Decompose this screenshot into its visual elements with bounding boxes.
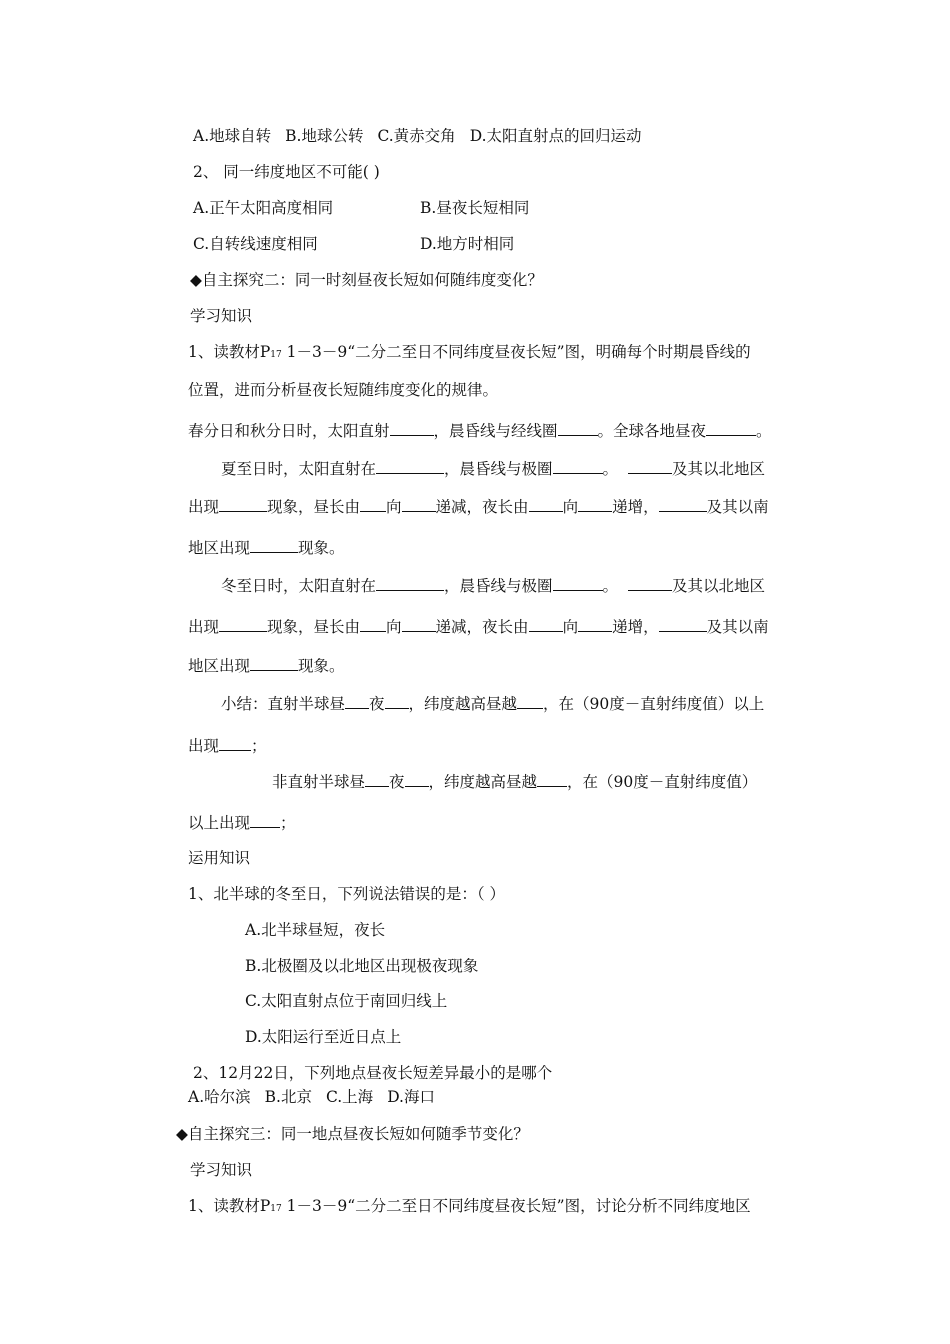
blank[interactable] bbox=[360, 616, 386, 632]
text: ，纬度越高昼越 bbox=[408, 695, 518, 713]
q1-option-c: C.黄赤交角 bbox=[377, 127, 456, 145]
text: 现象，昼长由 bbox=[267, 618, 361, 636]
blank[interactable] bbox=[517, 693, 543, 709]
text: 春分日和秋分日时，太阳直射 bbox=[188, 422, 390, 440]
blank[interactable] bbox=[628, 575, 672, 591]
q2-option-a: A.正午太阳高度相同 bbox=[193, 199, 334, 217]
text: ； bbox=[280, 814, 296, 832]
page-ref: 17 bbox=[270, 1204, 282, 1214]
text: 现象。 bbox=[298, 657, 345, 675]
summary-line3 bbox=[272, 771, 757, 792]
blank[interactable] bbox=[405, 771, 429, 787]
apply-q1-option-a: A.北半球昼短，夜长 bbox=[245, 921, 386, 939]
section2-read-line1 bbox=[188, 342, 751, 365]
text: 夜 bbox=[389, 773, 405, 791]
text: 。 bbox=[756, 422, 772, 440]
text: 递增， bbox=[612, 618, 659, 636]
text: 。 bbox=[602, 460, 619, 478]
q1-option-a: A.地球自转 bbox=[193, 127, 272, 145]
text: 向 bbox=[562, 498, 579, 516]
blank[interactable] bbox=[360, 496, 386, 512]
blank[interactable] bbox=[219, 496, 267, 512]
blank[interactable] bbox=[402, 496, 436, 512]
text: ，晨昏线与极圈 bbox=[444, 460, 553, 478]
q2-option-c: C.自转线速度相同 bbox=[193, 235, 318, 253]
text: 。全球各地昼夜 bbox=[597, 422, 707, 440]
blank[interactable] bbox=[578, 496, 612, 512]
read-prefix: 1、读教材P bbox=[188, 1197, 271, 1215]
text: 冬至日时，太阳直射在 bbox=[221, 577, 377, 595]
blank[interactable] bbox=[706, 420, 756, 436]
blank[interactable] bbox=[659, 616, 707, 632]
winter-line3 bbox=[188, 655, 345, 676]
summary-line2 bbox=[188, 735, 267, 756]
blank[interactable] bbox=[628, 458, 672, 474]
blank[interactable] bbox=[529, 616, 563, 632]
option-d: D.海口 bbox=[387, 1088, 435, 1106]
text: 向 bbox=[562, 618, 579, 636]
text: 。 bbox=[602, 577, 619, 595]
read-suffix: 1－3－9“二分二至日不同纬度昼夜长短”图，明确每个时期晨昏线的 bbox=[281, 343, 751, 361]
text: 递减，夜长由 bbox=[435, 498, 529, 516]
blank[interactable] bbox=[402, 616, 436, 632]
text: 及其以南 bbox=[706, 618, 769, 636]
q1-options bbox=[193, 126, 642, 146]
text: 夜 bbox=[369, 695, 385, 713]
q2-stem: 2、 同一纬度地区不可能( ) bbox=[193, 163, 380, 181]
text: 向 bbox=[386, 618, 402, 636]
text: 递减，夜长由 bbox=[435, 618, 529, 636]
option-b: B.北京 bbox=[264, 1088, 312, 1106]
page-ref: 17 bbox=[270, 350, 282, 360]
text: ，在（90度－直射纬度值） bbox=[567, 773, 758, 791]
apply-q1-option-b: B.北极圈及以北地区出现极夜现象 bbox=[245, 957, 479, 975]
text: 向 bbox=[386, 498, 402, 516]
winter-line1 bbox=[221, 575, 765, 596]
blank[interactable] bbox=[365, 771, 389, 787]
q2-option-b: B.昼夜长短相同 bbox=[420, 199, 530, 217]
summer-line1 bbox=[221, 458, 765, 479]
blank[interactable] bbox=[659, 496, 707, 512]
text: ，在（90度－直射纬度值）以上 bbox=[543, 695, 765, 713]
blank[interactable] bbox=[250, 655, 298, 671]
text: 现象。 bbox=[298, 539, 345, 557]
blank[interactable] bbox=[390, 420, 434, 436]
text: 非直射半球昼 bbox=[272, 773, 366, 791]
blank[interactable] bbox=[376, 458, 444, 474]
blank[interactable] bbox=[219, 616, 267, 632]
summer-line2 bbox=[188, 496, 769, 517]
blank[interactable] bbox=[553, 575, 603, 591]
text: 出现 bbox=[188, 618, 220, 636]
blank[interactable] bbox=[345, 693, 369, 709]
blank[interactable] bbox=[250, 812, 280, 828]
winter-line2 bbox=[188, 616, 769, 637]
read-suffix: 1－3－9“二分二至日不同纬度昼夜长短”图，讨论分析不同纬度地区 bbox=[281, 1197, 751, 1215]
summer-line3 bbox=[188, 537, 345, 558]
q2-option-d: D.地方时相同 bbox=[420, 235, 515, 253]
text: 地区出现 bbox=[188, 539, 251, 557]
text: ，晨昏线与极圈 bbox=[444, 577, 553, 595]
summary-line1 bbox=[221, 693, 764, 714]
blank[interactable] bbox=[376, 575, 444, 591]
section3-read-line1 bbox=[188, 1196, 751, 1219]
text: 出现 bbox=[188, 498, 220, 516]
section2-read-line2: 位置，进而分析昼夜长短随纬度变化的规律。 bbox=[188, 381, 499, 399]
text: 递增， bbox=[612, 498, 659, 516]
apply-q1-option-d: D.太阳运行至近日点上 bbox=[245, 1028, 402, 1046]
section2-learn-title: 学习知识 bbox=[190, 307, 253, 325]
option-a: A.哈尔滨 bbox=[188, 1088, 251, 1106]
blank[interactable] bbox=[553, 458, 603, 474]
section2-title: ◆自主探究二：同一时刻昼夜长短如何随纬度变化？ bbox=[190, 271, 543, 289]
blank[interactable] bbox=[219, 735, 251, 751]
blank[interactable] bbox=[529, 496, 563, 512]
text: 以上出现 bbox=[188, 814, 251, 832]
text: ； bbox=[251, 737, 267, 755]
blank[interactable] bbox=[578, 616, 612, 632]
text: 及其以北地区 bbox=[672, 577, 766, 595]
text: 夏至日时，太阳直射在 bbox=[221, 460, 377, 478]
blank[interactable] bbox=[537, 771, 567, 787]
blank[interactable] bbox=[558, 420, 598, 436]
section3-learn-title: 学习知识 bbox=[190, 1161, 253, 1179]
apply-q2-stem: 2、12月22日，下列地点昼夜长短差异最小的是哪个 bbox=[193, 1064, 553, 1082]
q1-option-d: D.太阳直射点的回归运动 bbox=[469, 127, 642, 145]
apply-q2-options bbox=[188, 1087, 435, 1107]
read-prefix: 1、读教材P bbox=[188, 343, 271, 361]
text: 小结：直射半球昼 bbox=[221, 695, 346, 713]
summary-line4 bbox=[188, 812, 296, 833]
equinox-line bbox=[188, 420, 772, 441]
apply-title: 运用知识 bbox=[188, 849, 251, 867]
blank[interactable] bbox=[250, 537, 298, 553]
text: 现象，昼长由 bbox=[267, 498, 361, 516]
section3-title: ◆自主探究三：同一地点昼夜长短如何随季节变化？ bbox=[176, 1125, 529, 1143]
text: 出现 bbox=[188, 737, 220, 755]
apply-q1-stem: 1、北半球的冬至日，下列说法错误的是：（ ） bbox=[188, 885, 506, 903]
text: ，纬度越高昼越 bbox=[428, 773, 538, 791]
text: ，晨昏线与经线圈 bbox=[433, 422, 558, 440]
q1-option-b: B.地球公转 bbox=[285, 127, 364, 145]
text: 及其以南 bbox=[706, 498, 769, 516]
apply-q1-option-c: C.太阳直射点位于南回归线上 bbox=[245, 992, 448, 1010]
option-c: C.上海 bbox=[325, 1088, 374, 1106]
text: 地区出现 bbox=[188, 657, 251, 675]
text: 及其以北地区 bbox=[672, 460, 766, 478]
blank[interactable] bbox=[385, 693, 409, 709]
